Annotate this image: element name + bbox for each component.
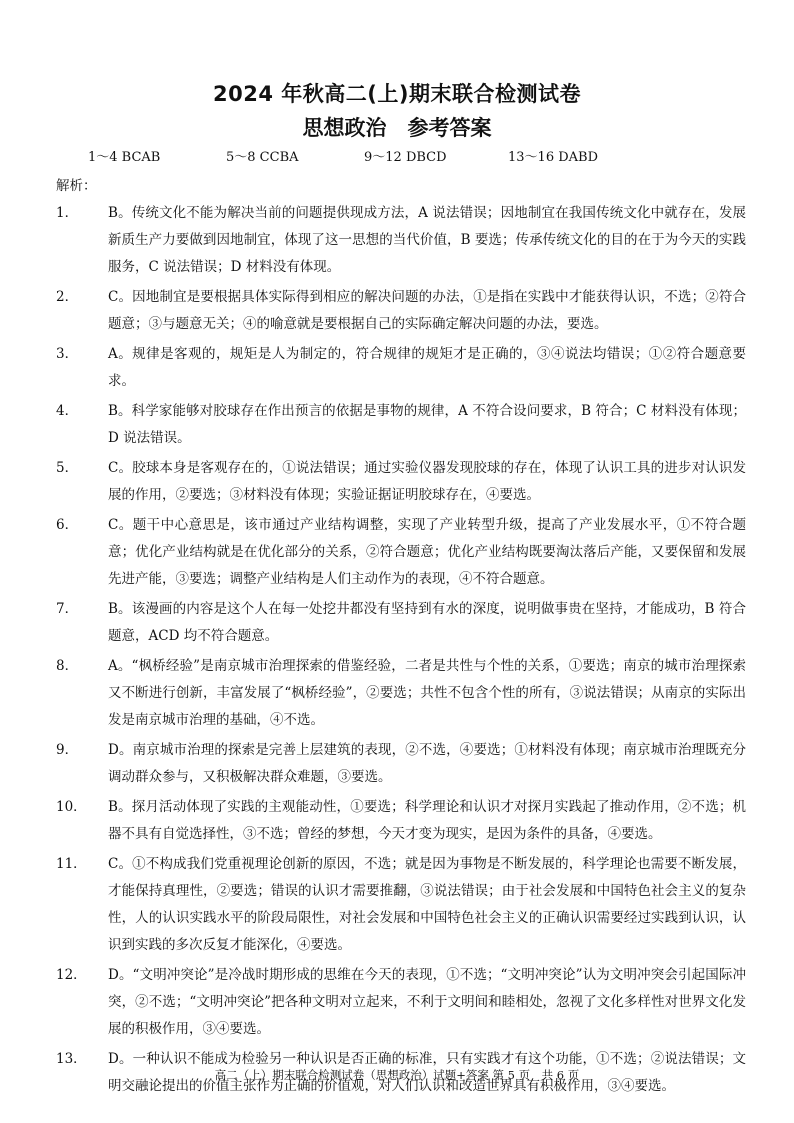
analysis-item <box>56 962 746 1043</box>
analysis-item <box>56 341 746 395</box>
analysis-item <box>56 455 746 509</box>
page-title: 2024 年秋高二(上)期末联合检测试卷 <box>213 82 581 106</box>
analysis-item-text: C。①不构成我们党重视理论创新的原因，不选；就是因为事物是不断发展的，科学理论也需要不断发展，才能保持真理性，②要选；错误的认识才需要推翻，③说法错误；由于社会发展和中国特色社会主义的复杂性，人的认识实践水平的阶段局限性，对社会发展和中国特色社会主义的正确认识需要经过实践到认识，认识到实践的多次反复才能深化，④要选。 <box>108 856 746 953</box>
analysis-item-number: 6． <box>56 517 79 533</box>
analysis-item-text: A。“枫桥经验”是南京城市治理探索的借鉴经验，二者是共性与个性的关系，①要选；南京的城市治理探索又不断进行创新，丰富发展了“枫桥经验”，②要选；共性不包含个性的所有，③说法错误；从南京的实际出发是南京城市治理的基础，④不选。 <box>108 658 746 728</box>
analysis-item-text: C。因地制宜是要根据具体实际得到相应的解决问题的办法，①是指在实践中才能获得认识，不选；②符合题意；③与题意无关；④的喻意就是要根据自己的实际确定解决问题的办法，要选。 <box>108 289 746 332</box>
analysis-item-number: 2． <box>56 289 79 305</box>
analysis-item-text: A。规律是客观的，规矩是人为制定的，符合规律的规矩才是正确的，③④说法均错误；①②符合题意要求。 <box>108 346 746 389</box>
analysis-item-text: D。一种认识不能成为检验另一种认识是否正确的标准，只有实践才有这个功能，①不选；②说法错误；文明交融论提出的价值主张作为正确的价值观，对人们认识和改造世界具有积极作用，③④要选。 <box>108 1051 746 1094</box>
answer-key-1-4: 1～4 BCAB <box>88 150 161 165</box>
answer-key-13-16: 13～16 DABD <box>508 150 599 165</box>
analysis-item <box>56 596 746 650</box>
analysis-label: 解析： <box>56 178 97 194</box>
answer-key-9-12: 9～12 DBCD <box>364 150 447 165</box>
analysis-item-number: 4． <box>56 403 79 419</box>
analysis-item-number: 9． <box>56 742 79 758</box>
analysis-item <box>56 794 746 848</box>
analysis-item-text: D。“文明冲突论”是冷战时期形成的思维在今天的表现，①不选；“文明冲突论”认为文明冲突会引起国际冲突，②不选；“文明冲突论”把各种文明对立起来，不利于文明间和睦相处，忽视了文化多样性对世界文化发展的积极作用，③④要选。 <box>108 967 746 1037</box>
analysis-item-number: 12． <box>56 967 87 983</box>
analysis-item-number: 7． <box>56 601 79 617</box>
analysis-item-number: 13． <box>56 1051 87 1067</box>
analysis-item <box>56 512 746 593</box>
analysis-item-number: 8． <box>56 658 79 674</box>
analysis-item <box>56 653 746 734</box>
analysis-item <box>56 851 746 959</box>
analysis-list <box>56 200 746 1103</box>
analysis-item-text: B。探月活动体现了实践的主观能动性，①要选；科学理论和认识才对探月实践起了推动作用，②不选；机器不具有自觉选择性，③不选；曾经的梦想，今天才变为现实，是因为条件的具备，④要选。 <box>108 799 746 842</box>
analysis-item <box>56 284 746 338</box>
analysis-item <box>56 200 746 281</box>
analysis-item-number: 1． <box>56 205 79 221</box>
analysis-item-text: B。该漫画的内容是这个人在每一处挖井都没有坚持到有水的深度，说明做事贵在坚持，才能成功，B 符合题意，ACD 均不符合题意。 <box>108 601 746 644</box>
analysis-item <box>56 398 746 452</box>
analysis-item-text: C。胶球本身是客观存在的，①说法错误；通过实验仪器发现胶球的存在，体现了认识工具的进步对认识发展的作用，②要选；③材料没有体现；实验证据证明胶球存在，④要选。 <box>108 460 746 503</box>
analysis-item-number: 11． <box>56 856 87 872</box>
analysis-item-number: 3． <box>56 346 79 362</box>
analysis-item-text: D。南京城市治理的探索是完善上层建筑的表现，②不选，④要选；①材料没有体现；南京城市治理既充分调动群众参与，又积极解决群众难题，③要选。 <box>108 742 746 785</box>
page-footer: 高二（上）期末联合检测试卷（思想政治）试题+答案 第 5 页 共 6 页 <box>214 1068 580 1082</box>
page-subtitle: 思想政治 参考答案 <box>302 116 492 140</box>
analysis-item-text: B。传统文化不能为解决当前的问题提供现成方法，A 说法错误；因地制宜在我国传统文化中就存在，发展新质生产力要做到因地制宜，体现了这一思想的当代价值，B 要选；传承传统文化的目的在于为今天的实践服务，C 说法错误；D 材料没有体现。 <box>108 205 746 275</box>
analysis-item <box>56 737 746 791</box>
analysis-item-text: C。题干中心意思是，该市通过产业结构调整，实现了产业转型升级，提高了产业发展水平，①不符合题意；优化产业结构就是在优化部分的关系，②符合题意；优化产业结构既要淘汰落后产能，又要保留和发展先进产能，③要选；调整产业结构是人们主动作为的表现，④不符合题意。 <box>108 517 746 587</box>
analysis-item-number: 10． <box>56 799 87 815</box>
analysis-item-number: 5． <box>56 460 79 476</box>
answer-key-5-8: 5～8 CCBA <box>226 150 299 165</box>
analysis-item-text: B。科学家能够对胶球存在作出预言的依据是事物的规律，A 不符合设问要求，B 符合；C 材料没有体现；D 说法错误。 <box>108 403 746 446</box>
